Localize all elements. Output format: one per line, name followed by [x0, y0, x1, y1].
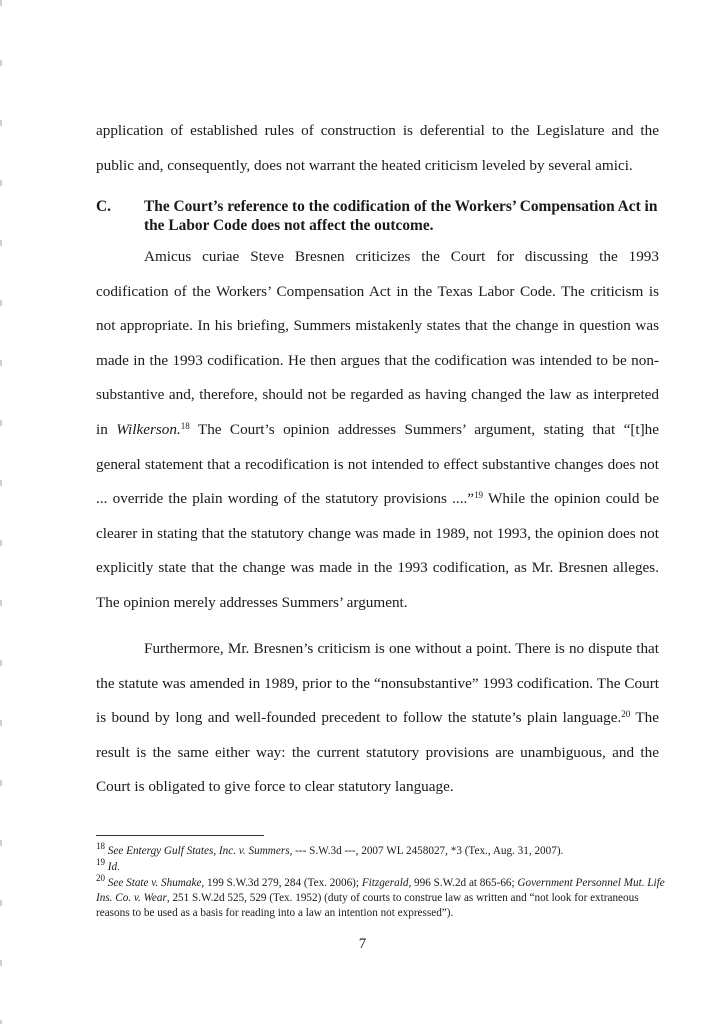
paragraph-intro-text: application of established rules of construction is deferential to the Legislature and the public and, consequently, does not warrant the heated criticism leveled by several amici.: [96, 122, 659, 174]
paragraph-intro: [96, 114, 659, 183]
footnote-ref-20: 20: [621, 709, 631, 720]
footnote-19-number: 19: [96, 857, 105, 867]
paragraph-bresnen: [96, 240, 659, 621]
footnote-20: [96, 873, 672, 921]
footnote-20-number: 20: [96, 873, 105, 883]
footnote-20-see: See: [107, 877, 127, 889]
page-number: 7: [358, 936, 367, 952]
footnote-ref-18: 18: [180, 420, 190, 431]
footnote-20-case-1: State v. Shumake: [126, 877, 202, 889]
paragraph-bresnen-part-a: Amicus curiae Steve Bresnen criticizes the Court for discussing the 1993 codification of the Workers’ Compensation Act in the Texas Labor Code. The criticism is not appropriate. In his briefing, Summers mistakenly states that the change in question was made in the 1993 codification. He then argues that the codification was intended to be non-substantive and, therefore, should not be regarded as having changed the law as interpreted in: [96, 248, 659, 438]
paragraph-furthermore: [96, 632, 659, 805]
footnote-18-text: , --- S.W.3d ---, 2007 WL 2458027, *3 (Tex., Aug. 31, 2007).: [289, 845, 564, 857]
paragraph-furthermore-text: [96, 632, 659, 805]
footnote-ref-19: 19: [474, 490, 484, 501]
paragraph-bresnen-part-b: The Court’s opinion addresses Summers’ argument, stating that “[t]he general statement that a recodification is not intended to effect substantive changes does not ... override the plain wording of the statutory provisions ....”: [96, 420, 659, 508]
footnote-20-text-2: , 996 S.W.2d at 865-66;: [408, 877, 518, 889]
case-name-wilkerson: Wilkerson.: [116, 420, 181, 438]
paragraph-bresnen-part-c: While the opinion could be clearer in stating that the statutory change was made in 1989, not 1993, the opinion does not explicitly state that the change was made in the 1993 codification, as Mr. Bresnen alleges. The opinion merely addresses Summers’ argument.: [96, 490, 659, 611]
footnote-19: [96, 857, 672, 875]
footnote-18-see: See: [107, 845, 127, 857]
section-heading-letter: C.: [96, 198, 111, 215]
footnotes: [96, 841, 672, 922]
scan-edge-marks: [0, 0, 2, 1024]
footnote-20-case-2: Fitzgerald: [361, 877, 409, 889]
footnote-18: [96, 841, 672, 859]
footnote-18-number: 18: [96, 841, 105, 851]
footnote-20-text-3: , 251 S.W.2d 525, 529 (Tex. 1952) (duty of courts to construe law as written and “not look for extraneous reasons to be used as a basis for reading into a law an intention not expressed”).: [96, 892, 639, 919]
paragraph-furthermore-part-a: Furthermore, Mr. Bresnen’s criticism is one without a point. There is no dispute that the statute was amended in 1989, prior to the “nonsubstantive” 1993 codification. The Court is bound by long and well-founded precedent to follow the statute’s plain language.: [96, 640, 659, 727]
footnote-19-text: Id.: [107, 861, 120, 873]
section-heading-text: The Court’s reference to the codification of the Workers’ Compensation Act in the Labor Code does not affect the outcome.: [144, 198, 658, 234]
footnote-divider: [96, 835, 264, 836]
footnote-20-text-1: , 199 S.W.3d 279, 284 (Tex. 2006);: [201, 877, 362, 889]
paragraph-bresnen-text: [96, 240, 659, 621]
paragraph-furthermore-part-b: The result is the same either way: the current statutory provisions are unambiguous, and the Court is obligated to give force to clear statutory language.: [96, 709, 659, 796]
footnote-20-case-3: Government Personnel Mut. Life Ins. Co. v. Wear: [96, 877, 665, 904]
footnote-18-case: Entergy Gulf States, Inc. v. Summers: [126, 845, 290, 857]
